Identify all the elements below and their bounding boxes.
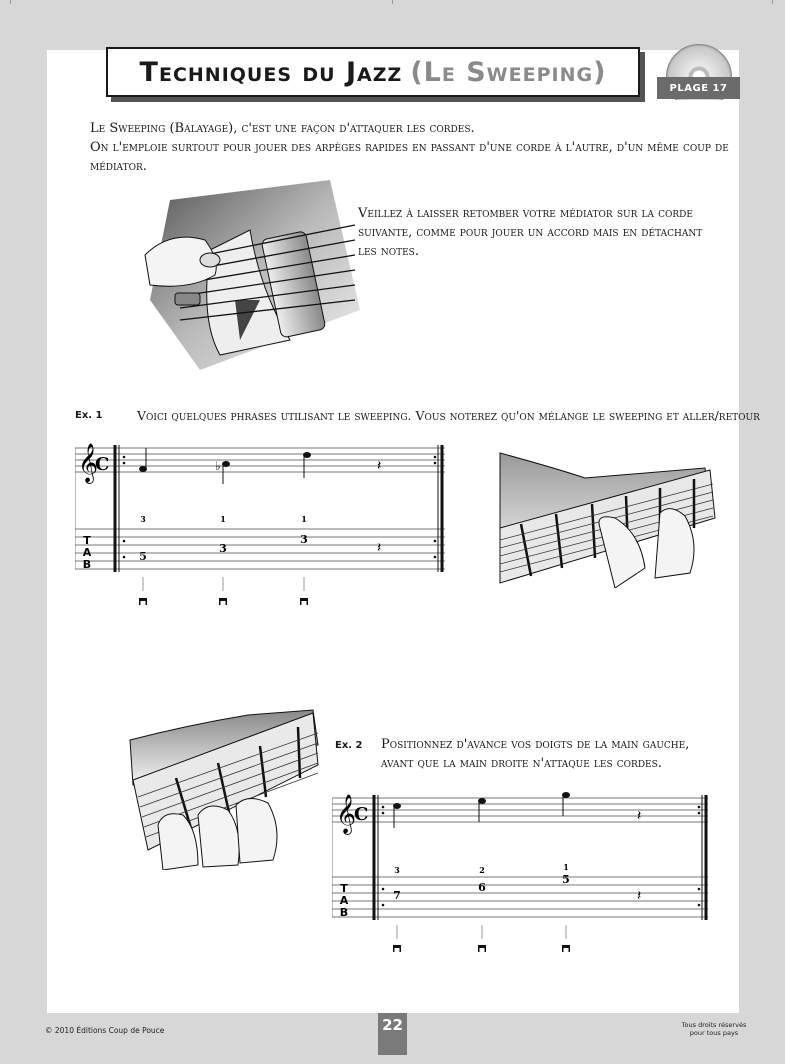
- svg-text:7: 7: [393, 889, 401, 902]
- svg-text:B: B: [339, 906, 349, 919]
- svg-text:T: T: [340, 882, 348, 895]
- example-2-score: [332, 788, 712, 958]
- picking-hand-illustration: [140, 180, 360, 370]
- example-1-score: [75, 440, 450, 615]
- footer-rights: Tous droits réservés pour tous pays: [681, 1021, 747, 1037]
- example-1-label: Ex. 1: [75, 410, 103, 421]
- svg-text:1: 1: [563, 862, 569, 872]
- quarter-rest-icon: 𝄽: [377, 458, 382, 474]
- intro-line-1: Le Sweeping (Balayage), c'est une façon d'attaquer les cordes.: [90, 121, 475, 136]
- page-title: [106, 47, 640, 97]
- svg-text:3: 3: [300, 533, 308, 546]
- title-sub: (Le Sweeping): [410, 56, 607, 88]
- svg-text:𝄽: 𝄽: [377, 540, 382, 556]
- footer-copyright: © 2010 Éditions Coup de Pouce: [45, 1026, 165, 1035]
- svg-text:3: 3: [219, 542, 227, 555]
- crop-mark: [10, 0, 11, 4]
- intro-line-2: On l'emploie surtout pour jouer des arpèges rapides en passant d'une corde à l'autre, d'un même coup de médiator.: [90, 140, 729, 174]
- title-main: Techniques du Jazz: [139, 56, 403, 88]
- downstroke-icon: [478, 945, 486, 952]
- svg-text:5: 5: [139, 550, 147, 563]
- svg-text:A: A: [339, 894, 349, 907]
- svg-text:1: 1: [301, 514, 307, 524]
- downstroke-icon: [219, 598, 227, 605]
- quarter-rest-icon: 𝄽: [637, 808, 642, 824]
- svg-text:5: 5: [562, 873, 570, 886]
- svg-text:T: T: [83, 534, 91, 547]
- svg-text:3: 3: [140, 514, 146, 524]
- example-2-description: Positionnez d'avance vos doigts de la main gauche, avant que la main droite n'attaque les cordes.: [381, 737, 690, 771]
- fretting-hand-illustration-1: [495, 448, 720, 588]
- downstroke-icon: [300, 598, 308, 605]
- downstroke-icon: [393, 945, 401, 952]
- crop-mark: [392, 0, 393, 4]
- intro-text: [90, 119, 730, 176]
- svg-text:A: A: [82, 546, 92, 559]
- svg-text:C: C: [95, 454, 110, 475]
- svg-text:2: 2: [479, 865, 485, 875]
- fretting-hand-illustration-2: [128, 705, 323, 870]
- example-1-description: Voici quelques phrases utilisant le sweeping. Vous noterez qu'on mélange le sweeping et aller/retour: [137, 408, 760, 423]
- downstroke-icon: [562, 945, 570, 952]
- svg-text:C: C: [354, 804, 369, 825]
- cd-track-badge: PLAGE 17: [657, 77, 740, 99]
- treble-clef-icon: 𝄞: [78, 443, 99, 483]
- sweeping-tip-text: Veillez à laisser retomber votre médiator sur la corde suivante, comme pour jouer un accord mais en détachant les notes.: [358, 206, 703, 259]
- treble-clef-icon: 𝄞: [336, 794, 357, 834]
- page-number: 22: [378, 1013, 407, 1055]
- svg-text:𝄽: 𝄽: [637, 888, 642, 904]
- crop-mark: [772, 0, 773, 4]
- svg-text:6: 6: [478, 881, 486, 894]
- example-2-label: Ex. 2: [335, 740, 363, 751]
- svg-text:♭: ♭: [215, 459, 221, 473]
- downstroke-icon: [139, 598, 147, 605]
- svg-text:1: 1: [220, 514, 226, 524]
- svg-text:B: B: [82, 558, 92, 571]
- svg-text:3: 3: [394, 865, 400, 875]
